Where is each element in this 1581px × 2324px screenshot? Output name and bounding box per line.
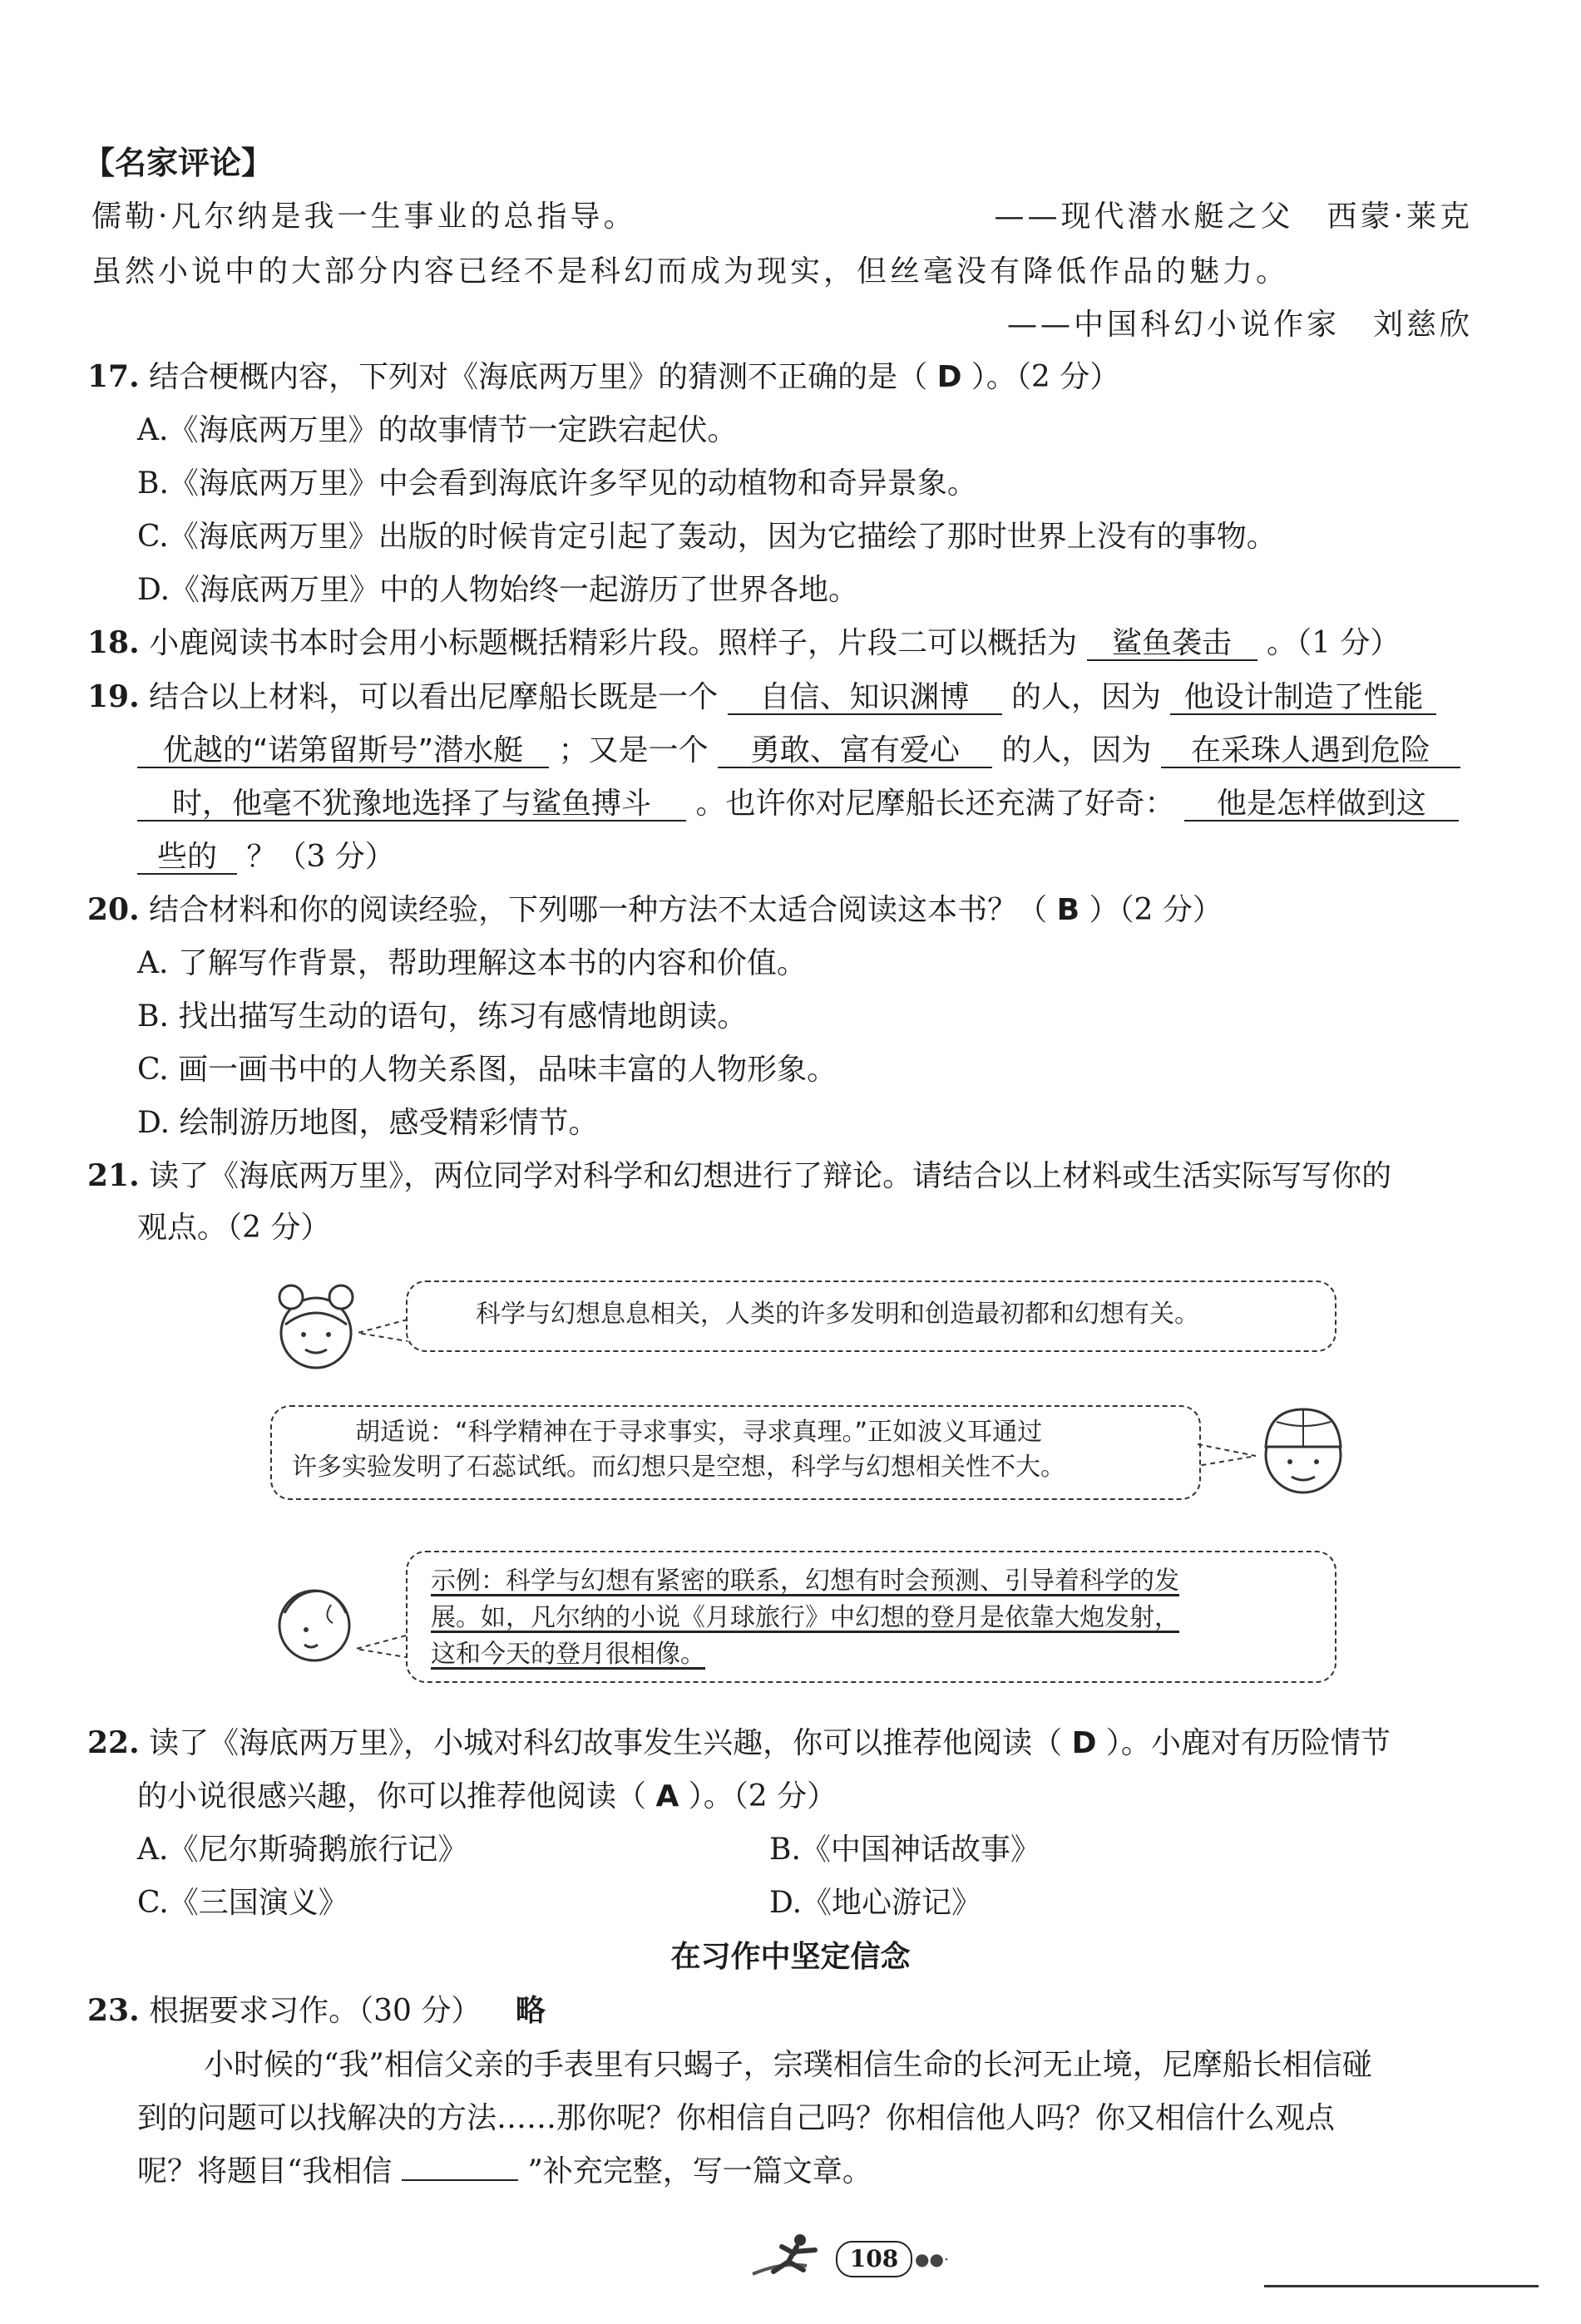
critic-quote-1: 儒勒·凡尔纳是我一生事业的总指导。 <box>91 200 637 234</box>
footer-rule <box>1264 2285 1539 2287</box>
question-stem: 读了《海底两万里》，两位同学对科学和幻想进行了辩论。请结合以上材料或生活实际写写你的 <box>149 1159 1392 1193</box>
option-b: B.《中国神话故事》 <box>769 1833 1040 1867</box>
question-18 <box>87 619 1400 662</box>
question-19-line-4 <box>137 833 395 876</box>
question-stem: 读了《海底两万里》，小城对科幻故事发生兴趣，你可以推荐他阅读（ <box>149 1726 1063 1760</box>
option-a: A.《尼尔斯骑鹅旅行记》 <box>137 1833 468 1867</box>
answer-blank: 在采珠人遇到危险 <box>1161 735 1460 768</box>
question-stem: 结合梗概内容，下列对《海底两万里》的猜测不正确的是（ <box>149 360 928 394</box>
question-19-line-2 <box>137 727 1460 769</box>
boy-face-icon <box>1252 1397 1356 1501</box>
speech-bubble-1 <box>406 1280 1336 1352</box>
answer-letter: A <box>655 1779 679 1813</box>
question-text: 。也许你对尼摩船长还充满了好奇： <box>695 787 1175 821</box>
option-a: A. 了解写作背景，帮助理解这本书的内容和价值。 <box>137 946 807 980</box>
question-text: ？（3 分） <box>246 840 395 874</box>
question-text: 的人，因为 <box>1011 680 1162 714</box>
girl-face-icon <box>270 1276 362 1376</box>
answer-blank: 自信、知识渊博 <box>728 682 1002 715</box>
bubble-text: 许多实验发明了石蕊试纸。而幻想只是空想，科学与幻想相关性不大。 <box>292 1453 1065 1482</box>
student-face-icon <box>273 1580 356 1671</box>
question-stem: 根据要求习作。（30 分） <box>149 1994 482 2028</box>
question-stem-end: ）。（2 分） <box>971 360 1120 394</box>
answer-blank: 时，他毫不犹豫地选择了与鲨鱼搏斗 <box>137 788 686 822</box>
bubble-text: 科学与幻想息息相关，人类的许多发明和创造最初都和幻想有关。 <box>476 1300 1199 1329</box>
question-22-line-2 <box>137 1773 837 1815</box>
question-number: 18. <box>87 625 140 660</box>
answer-blank: 他设计制造了性能 <box>1170 682 1436 715</box>
option-c: C.《三国演义》 <box>137 1886 348 1920</box>
bubble-tail <box>358 1318 408 1343</box>
question-stem-end: 。（1 分） <box>1267 626 1401 660</box>
question-22 <box>87 1720 1391 1762</box>
option-a: A.《海底两万里》的故事情节一定跌宕起伏。 <box>137 413 738 447</box>
section-title: 在习作中坚定信念 <box>670 1940 911 1974</box>
question-stem: ）。小鹿对有历险情节 <box>1105 1726 1391 1760</box>
question-number: 17. <box>87 359 140 394</box>
option-b: B. 找出描写生动的语句，练习有感情地朗读。 <box>137 999 748 1034</box>
runner-logo-icon <box>749 2228 840 2287</box>
option-c: C. 画一画书中的人物关系图，品味丰富的人物形象。 <box>137 1053 837 1087</box>
critic-quote-2: 虽然小说中的大部分内容已经不是科幻而成为现实，但丝毫没有降低作品的魅力。 <box>91 254 1290 289</box>
question-text: ；又是一个 <box>558 733 709 767</box>
answer-blank: 勇敢、富有爱心 <box>718 735 992 768</box>
option-b: B.《海底两万里》中会看到海底许多罕见的动植物和奇异景象。 <box>137 466 977 501</box>
critic-source-1: ——现代潜水艇之父 西蒙·莱克 <box>994 200 1473 234</box>
answer-blank: 优越的“诺第留斯号”潜水艇 <box>137 735 549 768</box>
answer-bubble <box>406 1551 1336 1683</box>
question-23 <box>87 1987 546 2030</box>
question-text: 的人，因为 <box>1001 733 1152 767</box>
speech-bubble-2 <box>270 1405 1201 1500</box>
question-21-line-2: 观点。（2 分） <box>137 1211 331 1245</box>
page-number: 108 <box>836 2241 912 2277</box>
answer-blank: 鲨鱼袭击 <box>1087 628 1257 661</box>
question-stem: 结合材料和你的阅读经验，下列哪一种方法不太适合阅读这本书？（ <box>149 893 1048 927</box>
answer-letter: D <box>1071 1726 1097 1760</box>
essay-prompt-line-1: 小时候的“我”相信父亲的手表里有只蝎子，宗璞相信生命的长河无止境，尼摩船长相信碰 <box>204 2048 1372 2082</box>
question-stem-end: ）。（2 分） <box>688 1779 837 1813</box>
option-d: D.《海底两万里》中的人物始终一起游历了世界各地。 <box>137 573 859 607</box>
question-text: 结合以上材料，可以看出尼摩船长既是一个 <box>149 680 719 714</box>
question-number: 22. <box>87 1725 140 1760</box>
question-number: 20. <box>87 892 140 927</box>
question-number: 19. <box>87 679 140 714</box>
bubble-text: 胡适说：“科学精神在于寻求事实，寻求真理。”正如波义耳通过 <box>355 1418 1043 1447</box>
question-21 <box>87 1152 1391 1195</box>
option-d: D.《地心游记》 <box>769 1886 982 1920</box>
answer-blank: 些的 <box>137 841 237 875</box>
title-blank <box>402 2154 518 2181</box>
question-stem: 小鹿阅读书本时会用小标题概括精彩片段。照样子，片段二可以概括为 <box>149 626 1078 660</box>
question-stem: 的小说很感兴趣，你可以推荐他阅读（ <box>137 1779 647 1813</box>
answer-text: 略 <box>515 1994 546 2028</box>
answer-letter: D <box>936 360 962 394</box>
question-20 <box>87 886 1223 929</box>
essay-prompt-text: ”补充完整，写一篇文章。 <box>527 2154 872 2188</box>
option-d: D. 绘制游历地图，感受精彩情节。 <box>137 1106 599 1140</box>
question-number: 23. <box>87 1993 140 2028</box>
answer-text: 这和今天的登月很相像。 <box>431 1640 705 1669</box>
essay-prompt-line-2: 到的问题可以找解决的方法……那你呢？你相信自己吗？你相信他人吗？你又相信什么观点 <box>137 2101 1336 2135</box>
question-17 <box>87 353 1119 396</box>
critics-heading: 【名家评论】 <box>83 144 274 181</box>
option-c: C.《海底两万里》出版的时候肯定引起了轰动，因为它描绘了那时世界上没有的事物。 <box>137 520 1277 554</box>
dots-decoration: ●●· <box>915 2249 950 2269</box>
question-number: 21. <box>87 1158 140 1193</box>
essay-prompt-line-3 <box>137 2148 872 2190</box>
critic-source-2: ——中国科幻小说作家 刘慈欣 <box>1006 308 1473 342</box>
question-19-line-1 <box>87 674 1436 716</box>
answer-text: 示例：科学与幻想有紧密的联系，幻想有时会预测、引导着科学的发 <box>431 1567 1179 1596</box>
answer-blank: 他是怎样做到这 <box>1184 788 1459 822</box>
question-19-line-3 <box>137 780 1459 822</box>
question-stem-end: ）（2 分） <box>1089 893 1223 927</box>
essay-prompt-text: 呢？将题目“我相信 <box>137 2154 393 2188</box>
bubble-tail <box>356 1634 406 1659</box>
answer-text: 展。如，凡尔纳的小说《月球旅行》中幻想的登月是依靠大炮发射， <box>431 1603 1179 1632</box>
bubble-tail <box>1198 1443 1256 1468</box>
answer-letter: B <box>1056 893 1080 927</box>
